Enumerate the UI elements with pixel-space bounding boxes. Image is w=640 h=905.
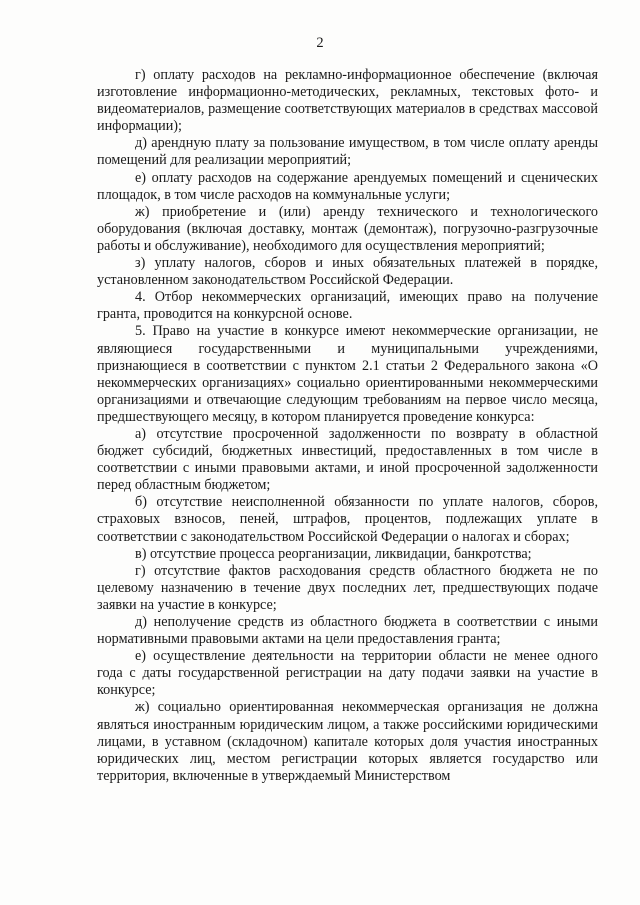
paragraph-a-no-debt: а) отсутствие просроченной задолженности по возврату в областной бюджет субсидий, бюджетных инвестиций, предоставленных в том числе в соответствии с иными правовыми актами, и иной просроченной задолженности перед областным бюджетом; (97, 425, 598, 494)
paragraph-zh-equipment: ж) приобретение и (или) аренду технического и технологического оборудования (включая доставку, монтаж (демонтаж), погрузочно-разгрузочные работы и обслуживание), необходимого для осуществления мероприятий; (97, 203, 598, 254)
paragraph-5-eligibility: 5. Право на участие в конкурсе имеют некоммерческие организации, не являющиеся государственными и муниципальными учреждениями, признающиеся в соответствии с пунктом 2.1 статьи 2 Федерального закона «О некоммерческих организациях» социально ориентированными некоммерческими организациями и отвечающие следующим требованиям на первое число месяца, предшествующего месяцу, в котором планируется проведение конкурса: (97, 323, 598, 425)
paragraph-v-no-reorganization: в) отсутствие процесса реорганизации, ликвидации, банкротства; (135, 545, 532, 562)
paragraph-z-taxes: з) уплату налогов, сборов и иных обязательных платежей в порядке, установленном законодательством Российской Федерации. (97, 255, 598, 289)
paragraph-d-no-other-funds: д) неполучение средств из областного бюджета в соответствии с иными нормативными правовыми актами на цели предоставления гранта; (97, 614, 598, 648)
paragraph-e-maintenance: е) оплату расходов на содержание арендуемых помещений и сценических площадок, в том числе расходов на коммунальные услуги; (97, 169, 598, 203)
paragraph-4-selection: 4. Отбор некоммерческих организаций, имеющих право на получение гранта, проводится на конкурсной основе. (97, 289, 598, 323)
paragraph-g-advertising: г) оплату расходов на рекламно-информационное обеспечение (включая изготовление информационно-методических, рекламных, текстовых фото- и видеоматериалов, размещение соответствующих материалов в средствах массовой информации); (97, 67, 598, 135)
page-number: 2 (316, 35, 324, 51)
paragraph-e-activity-period: е) осуществление деятельности на территории области не менее одного года с даты государственной регистрации на дату подачи заявки на участие в конкурсе; (97, 648, 598, 699)
paragraph-g-no-misuse: г) отсутствие фактов расходования средств областного бюджета не по целевому назначению в течение двух последних лет, предшествующих подаче заявки на участие в конкурсе; (97, 562, 598, 613)
document-body (97, 67, 598, 785)
paragraph-b-no-tax-obligation: б) отсутствие неисполненной обязанности по уплате налогов, сборов, страховых взносов, пеней, штрафов, процентов, подлежащих уплате в соответствии с законодательством Российской Федерации о налогах и сборах; (97, 494, 598, 545)
paragraph-d-rent: д) арендную плату за пользование имуществом, в том числе оплату аренды помещений для реализации мероприятий; (97, 135, 598, 169)
paragraph-zh-not-foreign: ж) социально ориентированная некоммерческая организация не должна являться иностранным юридическим лицом, а также российскими юридическими лицами, в уставном (складочном) капитале которых доля участия иностранных юридических лиц, местом регистрации которых является государство или территория, включенные в утверждаемый Министерством (97, 699, 598, 784)
